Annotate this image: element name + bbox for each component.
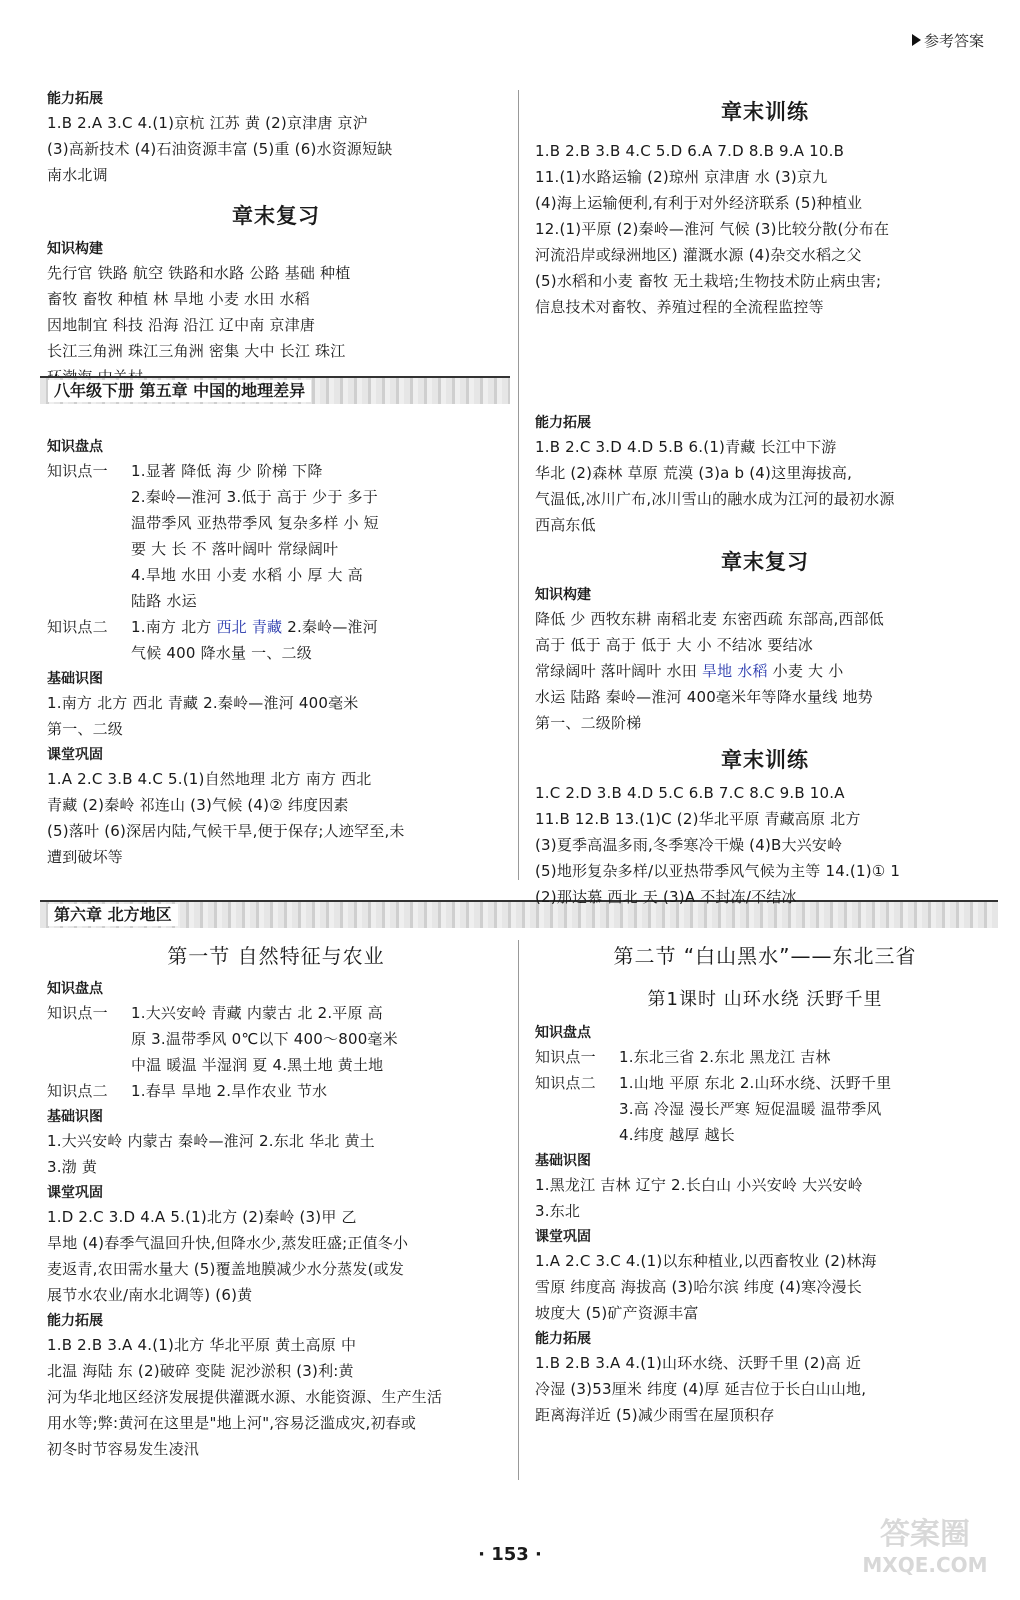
section-title: 第二节 “白山黑水”——东北三省 <box>613 944 917 968</box>
text-line: 陆路 水运 <box>131 592 197 610</box>
section-title: 章末复习 <box>721 550 809 574</box>
text-line: 冷湿 (3)53厘米 纬度 (4)厚 延吉位于长白山山地, <box>535 1380 867 1398</box>
text-line: 旱地 (4)春季气温回升快,但降水少,蒸发旺盛;正值冬小 <box>47 1234 409 1252</box>
text-line: 原 3.温带季风 0℃以下 400～800毫米 <box>131 1030 398 1048</box>
text-line: 因地制宜 科技 沿海 沿江 辽中南 京津唐 <box>47 316 316 334</box>
text-line: (5)水稻和小麦 畜牧 无土栽培;生物技术防止病虫害; <box>535 272 882 290</box>
watermark-text: 答案圈 <box>880 1517 970 1552</box>
section-title: 章末训练 <box>721 100 809 124</box>
section-heading: 课堂巩固 <box>47 747 103 763</box>
text-line: 展节水农业/南水北调等) (6)黄 <box>47 1286 253 1304</box>
text-line: 用水等;弊:黄河在这里是"地上河",容易泛滥成灾,初春或 <box>47 1414 417 1432</box>
point-label: 知识点二 <box>47 618 108 636</box>
text-line: 长江三角洲 珠江三角洲 密集 大中 长江 珠江 <box>47 342 346 360</box>
section-heading: 能力拓展 <box>535 415 591 431</box>
text-line: 气温低,冰川广布,冰川雪山的融水成为江河的最初水源 <box>535 490 895 508</box>
text-line: 麦返青,农田需水量大 (5)覆盖地膜减少水分蒸发(或发 <box>47 1260 405 1278</box>
text-line: 河流沿岸或绿洲地区) 灌溉水源 (4)杂交水稻之父 <box>535 246 862 264</box>
right-ability: 能力拓展 1.B 2.C 3.D 4.D 5.B 6.(1)青藏 长江中下游 华北 (2)森林 草原 荒漠 (3)a b (4)这里海拔高, 气温低,冰川广布,冰川雪山的融水成为江河的最初水源 西高东低 章末复习 知识构建 降低 少 西牧东耕 南稻北麦 东密西疏 东部高,西部低 高于 低于 高于 低于 大 小 不结冰 要结冰 常绿阔叶 落叶阔叶 水田 旱地 水稻 小麦 大 小 水运 陆路 秦岭—淮河 400毫米年等降水量线 地势 第一、二级阶梯 章末训练 1.C 2.D 3.B 4.D 5.C 6.B 7.C 8.C 9.B 10.A 11.B 12.B 13.(1)C (2)华北平原 青藏高原 北方 (3)夏季高温多雨,冬季寒冷干燥 (4)B大兴安岭 (5)地形复杂多样/以亚热带季风气候为主等 14.(1)① 1 (2)那达慕 西北 天 (3)A 不封冻/不结冰 <box>535 410 995 910</box>
text-line: 中温 暖温 半湿润 夏 4.黑土地 黄土地 <box>131 1056 384 1074</box>
section-heading: 基础识图 <box>47 671 103 687</box>
text-line: 要 大 长 不 落叶阔叶 常绿阔叶 <box>131 540 339 558</box>
section-title: 章末训练 <box>721 748 809 772</box>
text-line: 遭到破坏等 <box>47 848 124 866</box>
text-line: 南水北调 <box>47 166 108 184</box>
text-line: 华北 (2)森林 草原 荒漠 (3)a b (4)这里海拔高, <box>535 464 853 482</box>
text-line: 1.南方 北方 西北 青藏 2.秦岭—淮河 400毫米 <box>47 694 359 712</box>
text-line: 初冬时节容易发生凌汛 <box>47 1440 200 1458</box>
text-line: 1.B 2.A 3.C 4.(1)京杭 江苏 黄 (2)京津唐 京沪 <box>47 114 368 132</box>
text-line: 第一、二级 <box>47 720 124 738</box>
column-divider <box>518 90 519 880</box>
text-line: 1.B 2.B 3.A 4.(1)山环水绕、沃野千里 (2)高 近 <box>535 1354 862 1372</box>
section-heading: 能力拓展 <box>47 1313 103 1329</box>
text-line: 水运 陆路 秦岭—淮河 400毫米年等降水量线 地势 <box>535 688 873 706</box>
section-heading: 知识盘点 <box>535 1025 591 1041</box>
left-section1: 第一节 自然特征与农业 知识盘点 知识点一 1.大兴安岭 青藏 内蒙古 北 2.平原 高 原 3.温带季风 0℃以下 400～800毫米 中温 暖温 半湿润 夏 4.黑土地 黄土地 知识点二 1.春旱 旱地 2.旱作农业 节水 基础识图 1.大兴安岭 内蒙古 秦岭—淮河 2.东北 华北 黄土 3.渤 黄 课堂巩固 1.D 2.C 3.D 4.A 5.(1)北方 (2)秦岭 (3)甲 乙 旱地 (4)春季气温回升快,但降水少,蒸发旺盛;正值冬小 麦返青,农田需水量大 (5)覆盖地膜减少水分蒸发(或发 展节水农业/南水北调等) (6)黄 能力拓展 1.B 2.B 3.A 4.(1)北方 华北平原 黄土高原 中 北温 海陆 东 (2)破碎 变陡 泥沙淤积 (3)利:黄 河为华北地区经济发展提供灌溉水源、水能资源、生产生活 用水等;弊:黄河在这里是"地上河",容易泛滥成灾,初春或 初冬时节容易发生凌汛 <box>47 936 505 1462</box>
point-label: 知识点一 <box>47 462 108 480</box>
text-line: 1.A 2.C 3.C 4.(1)以东种植业,以西畜牧业 (2)林海 <box>535 1252 877 1270</box>
text-line: 降低 少 西牧东耕 南稻北麦 东密西疏 东部高,西部低 <box>535 610 885 628</box>
text-line: (2)那达慕 西北 天 (3)A 不封冻/不结冰 <box>535 888 797 906</box>
text-line: 畜牧 畜牧 种植 林 旱地 小麦 水田 水稻 <box>47 290 310 308</box>
watermark-url: MXQE.COM <box>862 1553 988 1577</box>
section-heading: 课堂巩固 <box>535 1229 591 1245</box>
triangle-icon <box>912 34 921 46</box>
text-line: 青藏 (2)秦岭 祁连山 (3)气候 (4)② 纬度因素 <box>47 796 349 814</box>
point-label: 知识点二 <box>47 1082 108 1100</box>
chapter-label: 第六章 北方地区 <box>48 904 178 926</box>
header-tag: 参考答案 <box>912 30 984 51</box>
text-line: 1.B 2.C 3.D 4.D 5.B 6.(1)青藏 长江中下游 <box>535 438 837 456</box>
left-chapter5: 知识盘点 知识点一 1.显著 降低 海 少 阶梯 下降 2.秦岭—淮河 3.低于 高于 少于 多于 温带季风 亚热带季风 复杂多样 小 短 要 大 长 不 落叶阔叶 常绿阔叶 4.旱地 水田 小麦 水稻 小 厚 大 高 陆路 水运 知识点二 1.南方 北方 西北 青藏 2.秦岭—淮河 气候 400 降水量 一、二级 基础识图 1.南方 北方 西北 青藏 2.秦岭—淮河 400毫米 第一、二级 课堂巩固 1.A 2.C 3.B 4.C 5.(1)自然地理 北方 南方 西北 青藏 (2)秦岭 祁连山 (3)气候 (4)② 纬度因素 (5)落叶 (6)深居内陆,气候干旱,便于保存;人迹罕至,未 遭到破坏等 <box>47 434 505 870</box>
text-line: 高于 低于 高于 低于 大 小 不结冰 要结冰 <box>535 636 813 654</box>
column-divider <box>518 940 519 1480</box>
text-line: 11.(1)水路运输 (2)琼州 京津唐 水 (3)京九 <box>535 168 828 186</box>
highlight-text: 旱地 水稻 <box>701 662 768 680</box>
section-heading: 基础识图 <box>47 1109 103 1125</box>
highlight-text: 西北 青藏 <box>216 618 283 636</box>
section-heading: 能力拓展 <box>535 1331 591 1347</box>
text-line: 2.秦岭—淮河 3.低于 高于 少于 多于 <box>131 488 378 506</box>
text-line: 信息技术对畜牧、养殖过程的全流程监控等 <box>535 298 824 316</box>
text-line: 先行官 铁路 航空 铁路和水路 公路 基础 种植 <box>47 264 351 282</box>
point-label: 知识点一 <box>47 1004 108 1022</box>
section-heading: 知识盘点 <box>47 981 103 997</box>
text-line: 12.(1)平原 (2)秦岭—淮河 气候 (3)比较分散(分布在 <box>535 220 890 238</box>
text-line: 4.旱地 水田 小麦 水稻 小 厚 大 高 <box>131 566 363 584</box>
text-line: 11.B 12.B 13.(1)C (2)华北平原 青藏高原 北方 <box>535 810 861 828</box>
text-line: 1.B 2.B 3.A 4.(1)北方 华北平原 黄土高原 中 <box>47 1336 357 1354</box>
text-line: (3)高新技术 (4)石油资源丰富 (5)重 (6)水资源短缺 <box>47 140 393 158</box>
text-line: 4.纬度 越厚 越长 <box>619 1126 735 1144</box>
text-line: (5)落叶 (6)深居内陆,气候干旱,便于保存;人迹罕至,未 <box>47 822 405 840</box>
page-number: · 153 · <box>478 1544 542 1565</box>
text-line: 3.东北 <box>535 1202 581 1220</box>
text-line: 坡度大 (5)矿产资源丰富 <box>535 1304 699 1322</box>
chapter-band <box>40 376 510 404</box>
watermark-logo <box>850 1517 1000 1586</box>
text-line: 1.黑龙江 吉林 辽宁 2.长白山 小兴安岭 大兴安岭 <box>535 1176 863 1194</box>
text-line: 雪原 纬度高 海拔高 (3)哈尔滨 纬度 (4)寒冷漫长 <box>535 1278 862 1296</box>
text-line: 距离海洋近 (5)减少雨雪在屋顶积存 <box>535 1406 775 1424</box>
right-column-top <box>535 92 995 320</box>
text-line: 河为华北地区经济发展提供灌溉水源、水能资源、生产生活 <box>47 1388 443 1406</box>
lesson-title: 第1课时 山环水绕 沃野千里 <box>647 989 883 1010</box>
text-line: (5)地形复杂多样/以亚热带季风气候为主等 14.(1)① 1 <box>535 862 901 880</box>
section-heading: 知识盘点 <box>47 439 103 455</box>
text-line: 3.高 冷湿 漫长严寒 短促温暖 温带季风 <box>619 1100 882 1118</box>
chapter-label: 八年级下册 第五章 中国的地理差异 <box>48 380 311 402</box>
text-line: 气候 400 降水量 一、二级 <box>131 644 312 662</box>
section-title: 章末复习 <box>232 204 320 228</box>
section-heading: 知识构建 <box>47 241 103 257</box>
text-line: 1.A 2.C 3.B 4.C 5.(1)自然地理 北方 南方 西北 <box>47 770 372 788</box>
text-line: 1.C 2.D 3.B 4.D 5.C 6.B 7.C 8.C 9.B 10.A <box>535 784 845 802</box>
section-heading: 知识构建 <box>535 587 591 603</box>
text-line: 温带季风 亚热带季风 复杂多样 小 短 <box>131 514 379 532</box>
text-line: 西高东低 <box>535 516 596 534</box>
text-line: 1.大兴安岭 内蒙古 秦岭—淮河 2.东北 华北 黄土 <box>47 1132 375 1150</box>
text-line: (3)夏季高温多雨,冬季寒冷干燥 (4)B大兴安岭 <box>535 836 843 854</box>
text-line: (4)海上运输便利,有利于对外经济联系 (5)种植业 <box>535 194 863 212</box>
section-heading: 课堂巩固 <box>47 1185 103 1201</box>
section-heading: 基础识图 <box>535 1153 591 1169</box>
section-title: 第一节 自然特征与农业 <box>167 944 385 968</box>
text-line: 1.D 2.C 3.D 4.A 5.(1)北方 (2)秦岭 (3)甲 乙 <box>47 1208 357 1226</box>
section-heading: 能力拓展 <box>47 91 103 107</box>
left-column-top <box>47 86 505 390</box>
right-section2: 第二节 “白山黑水”——东北三省 第1课时 山环水绕 沃野千里 知识盘点 知识点一 1.东北三省 2.东北 黑龙江 吉林 知识点二 1.山地 平原 东北 2.山环水绕、沃野千里 3.高 冷湿 漫长严寒 短促温暖 温带季风 4.纬度 越厚 越长 基础识图 1.黑龙江 吉林 辽宁 2.长白山 小兴安岭 大兴安岭 3.东北 课堂巩固 1.A 2.C 3.C 4.(1)以东种植业,以西畜牧业 (2)林海 雪原 纬度高 海拔高 (3)哈尔滨 纬度 (4)寒冷漫长 坡度大 (5)矿产资源丰富 能力拓展 1.B 2.B 3.A 4.(1)山环水绕、沃野千里 (2)高 近 冷湿 (3)53厘米 纬度 (4)厚 延吉位于长白山山地, 距离海洋近 (5)减少雨雪在屋顶积存 <box>535 936 995 1428</box>
text-line: 1.B 2.B 3.B 4.C 5.D 6.A 7.D 8.B 9.A 10.B <box>535 142 845 160</box>
text-line: 第一、二级阶梯 <box>535 714 642 732</box>
text-line: 3.渤 黄 <box>47 1158 98 1176</box>
text-line: 北温 海陆 东 (2)破碎 变陡 泥沙淤积 (3)利:黄 <box>47 1362 354 1380</box>
point-label: 知识点二 <box>535 1074 596 1092</box>
point-label: 知识点一 <box>535 1048 596 1066</box>
text-line: 1.显著 降低 海 少 阶梯 下降 <box>131 462 323 480</box>
